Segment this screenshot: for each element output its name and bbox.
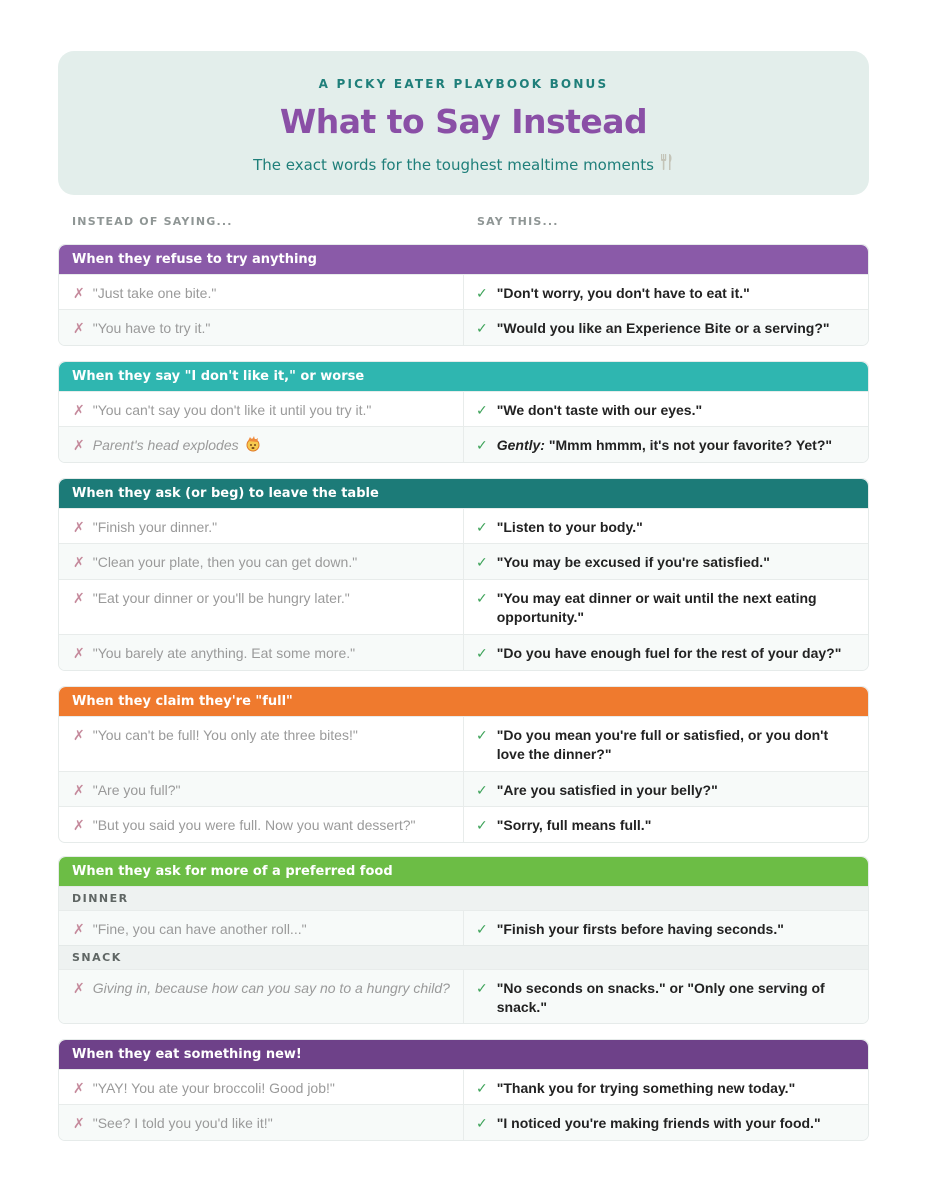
cross-icon: ✗	[73, 980, 85, 996]
say-text: "You may be excused if you're satisfied."	[496, 554, 770, 570]
section-preferred-food	[58, 856, 869, 1024]
check-icon: ✓	[476, 645, 488, 661]
section-title: When they refuse to try anything	[59, 245, 868, 274]
cross-icon: ✗	[73, 645, 85, 661]
column-heading-instead: INSTEAD OF SAYING...	[72, 215, 233, 228]
instead-cell	[59, 310, 464, 345]
cross-icon: ✗	[73, 1115, 85, 1131]
say-cell	[464, 911, 868, 945]
instead-text: "You barely ate anything. Eat some more."	[92, 645, 356, 661]
instead-text: "Eat your dinner or you'll be hungry later."	[92, 590, 350, 606]
say-cell	[464, 580, 868, 634]
instead-cell	[59, 509, 464, 543]
check-icon: ✓	[476, 519, 488, 535]
cross-icon: ✗	[73, 402, 85, 418]
say-text: "Do you have enough fuel for the rest of your day?"	[496, 645, 842, 661]
cross-icon: ✗	[73, 1080, 85, 1096]
section-title: When they eat something new!	[59, 1040, 868, 1069]
table-row	[59, 543, 868, 579]
say-text: "Would you like an Experience Bite or a serving?"	[496, 320, 830, 336]
instead-cell	[59, 635, 464, 670]
subtitle	[58, 154, 869, 174]
say-text: "Don't worry, you don't have to eat it."	[496, 285, 750, 301]
instead-text: "See? I told you you'd like it!"	[92, 1115, 273, 1131]
say-text: "Finish your firsts before having seconds."	[496, 921, 784, 937]
say-text: "Listen to your body."	[496, 519, 643, 535]
check-icon: ✓	[476, 402, 488, 418]
table-row	[59, 716, 868, 771]
check-icon: ✓	[476, 782, 488, 798]
check-icon: ✓	[476, 437, 488, 453]
say-cell	[464, 1105, 868, 1140]
check-icon: ✓	[476, 817, 488, 833]
say-cell	[464, 1070, 868, 1104]
section-eat-something-new	[58, 1039, 869, 1141]
section-leave-table	[58, 478, 869, 671]
check-icon: ✓	[476, 1080, 488, 1096]
instead-text: "Finish your dinner."	[92, 519, 218, 535]
section-refuse-to-try	[58, 244, 869, 346]
cross-icon: ✗	[73, 782, 85, 798]
instead-text: "Fine, you can have another roll..."	[92, 921, 307, 937]
check-icon: ✓	[476, 727, 488, 743]
table-row	[59, 426, 868, 462]
section-title: When they claim they're "full"	[59, 687, 868, 716]
say-text: "You may eat dinner or wait until the next eating opportunity."	[496, 590, 817, 625]
say-cell	[464, 807, 868, 842]
table-row	[59, 508, 868, 543]
say-cell	[464, 310, 868, 345]
say-text: "Do you mean you're full or satisfied, or you don't love the dinner?"	[496, 727, 829, 762]
table-row	[59, 579, 868, 634]
say-cell	[464, 717, 868, 771]
instead-text: "But you said you were full. Now you want dessert?"	[92, 817, 416, 833]
instead-text: "You can't be full! You only ate three bites!"	[92, 727, 358, 743]
check-icon: ✓	[476, 1115, 488, 1131]
table-row	[59, 634, 868, 670]
say-text: "Thank you for trying something new today."	[496, 1080, 796, 1096]
cross-icon: ✗	[73, 590, 85, 606]
say-text: "Sorry, full means full."	[496, 817, 652, 833]
instead-cell	[59, 392, 464, 426]
say-cell	[464, 275, 868, 309]
table-row	[59, 391, 868, 426]
cross-icon: ✗	[73, 437, 85, 453]
instead-text: "You can't say you don't like it until you try it."	[92, 402, 372, 418]
check-icon: ✓	[476, 554, 488, 570]
section-title: When they ask for more of a preferred food	[59, 857, 868, 886]
table-row	[59, 1069, 868, 1104]
instead-text: "YAY! You ate your broccoli! Good job!"	[92, 1080, 335, 1096]
instead-cell	[59, 275, 464, 309]
section-claim-full	[58, 686, 869, 843]
say-prefix: Gently:	[496, 437, 545, 453]
table-row	[59, 910, 868, 945]
check-icon: ✓	[476, 285, 488, 301]
table-row	[59, 806, 868, 842]
instead-cell	[59, 772, 464, 806]
cross-icon: ✗	[73, 921, 85, 937]
kicker: A PICKY EATER PLAYBOOK BONUS	[318, 77, 609, 91]
section-dont-like-it	[58, 361, 869, 463]
exploding-head-icon	[245, 436, 261, 457]
cross-icon: ✗	[73, 817, 85, 833]
instead-cell	[59, 970, 464, 1023]
cross-icon: ✗	[73, 320, 85, 336]
check-icon: ✓	[476, 980, 488, 996]
say-cell	[464, 970, 868, 1023]
say-cell	[464, 509, 868, 543]
say-cell	[464, 544, 868, 579]
instead-cell	[59, 427, 464, 462]
say-text: "No seconds on snacks." or "Only one serving of snack."	[496, 980, 825, 1015]
instead-cell	[59, 911, 464, 945]
say-cell	[464, 772, 868, 806]
instead-text: "You have to try it."	[92, 320, 211, 336]
check-icon: ✓	[476, 320, 488, 336]
instead-cell	[59, 580, 464, 634]
cross-icon: ✗	[73, 727, 85, 743]
check-icon: ✓	[476, 590, 488, 606]
page-title: What to Say Instead	[279, 102, 648, 141]
say-text: "Mmm hmmm, it's not your favorite? Yet?"	[548, 437, 833, 453]
section-title: When they say "I don't like it," or worse	[59, 362, 868, 391]
header-card	[58, 51, 869, 195]
fork-knife-icon	[660, 154, 674, 174]
instead-text: "Just take one bite."	[92, 285, 217, 301]
table-row	[59, 309, 868, 345]
table-row	[59, 771, 868, 806]
instead-cell	[59, 1105, 464, 1140]
sublabel-snack: SNACK	[59, 945, 868, 969]
instead-text: "Clean your plate, then you can get down."	[92, 554, 358, 570]
say-text: "I noticed you're making friends with your food."	[496, 1115, 821, 1131]
instead-cell	[59, 717, 464, 771]
instead-cell	[59, 1070, 464, 1104]
cross-icon: ✗	[73, 285, 85, 301]
instead-text: Giving in, because how can you say no to a hungry child?	[92, 980, 450, 996]
section-title: When they ask (or beg) to leave the table	[59, 479, 868, 508]
table-row	[59, 1104, 868, 1140]
cross-icon: ✗	[73, 519, 85, 535]
instead-cell	[59, 544, 464, 579]
say-text: "We don't taste with our eyes."	[496, 402, 703, 418]
check-icon: ✓	[476, 921, 488, 937]
say-cell	[464, 427, 868, 462]
say-cell	[464, 635, 868, 670]
sublabel-dinner: DINNER	[59, 886, 868, 910]
say-text: "Are you satisfied in your belly?"	[496, 782, 718, 798]
table-row	[59, 969, 868, 1023]
instead-text: "Are you full?"	[92, 782, 181, 798]
column-heading-say-this: SAY THIS...	[477, 215, 559, 228]
cross-icon: ✗	[73, 554, 85, 570]
instead-cell	[59, 807, 464, 842]
say-cell	[464, 392, 868, 426]
instead-text: Parent's head explodes	[92, 437, 239, 453]
subtitle-text: The exact words for the toughest mealtime moments	[253, 156, 654, 174]
table-row	[59, 274, 868, 309]
